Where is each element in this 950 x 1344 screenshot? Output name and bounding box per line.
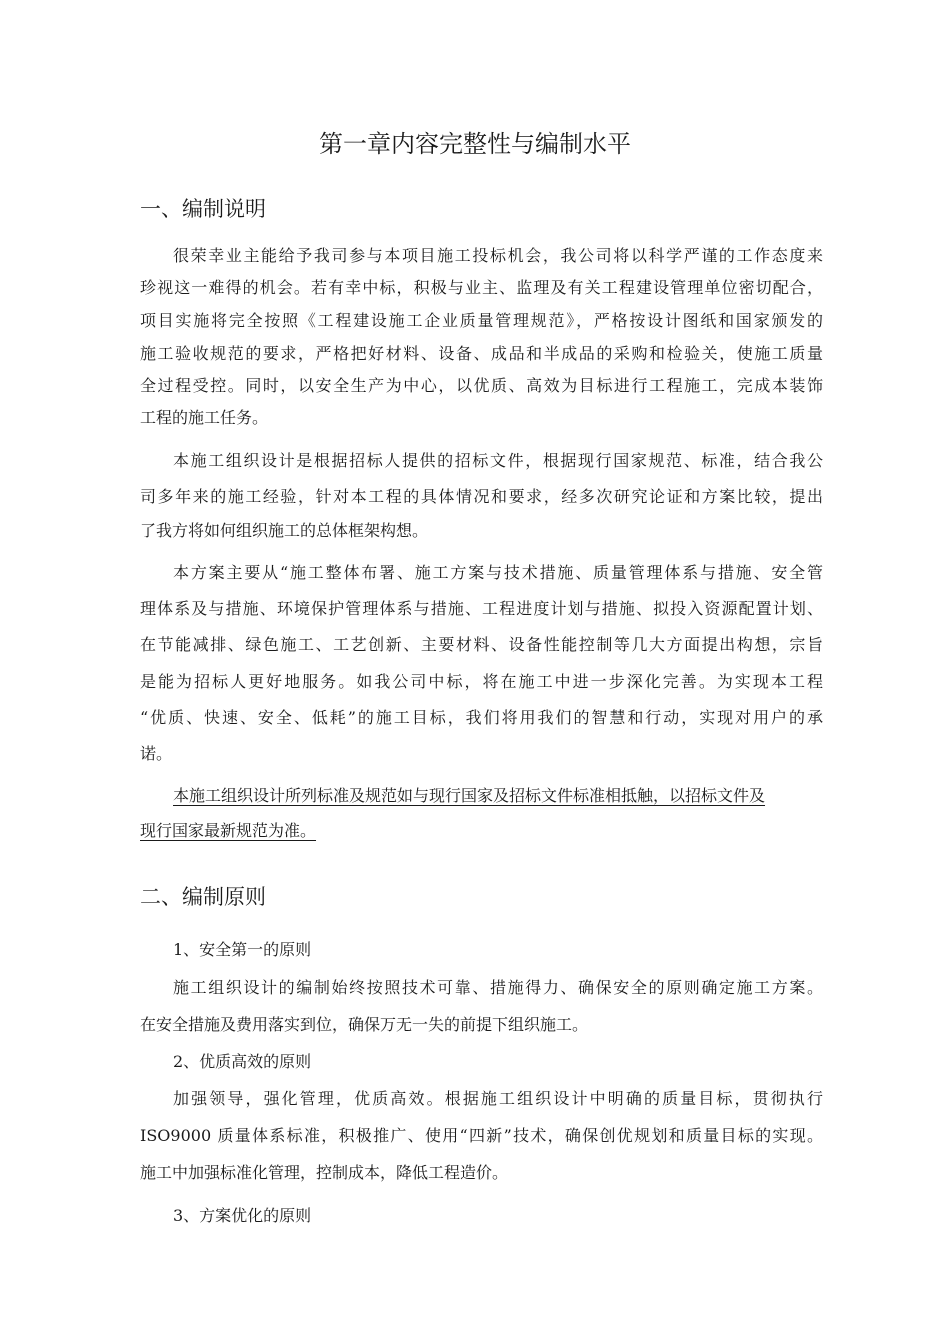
principle-title-optimization: 3、方案优化的原则 bbox=[173, 1206, 312, 1225]
principle-title-quality: 2、优质高效的原则 bbox=[173, 1052, 312, 1071]
paragraph-line: 很荣幸业主能给予我司参与本项目施工投标机会，我公司将以科学严谨的工作态度来 bbox=[173, 246, 823, 265]
paragraph-line: 是能为招标人更好地服务。如我公司中标，将在施工中进一步深化完善。为实现本工程 bbox=[140, 672, 823, 691]
paragraph-line: 本方案主要从“施工整体布署、施工方案与技术措施、质量管理体系与措施、安全管 bbox=[173, 563, 823, 582]
paragraph-line: 施工中加强标准化管理，控制成本，降低工程造价。 bbox=[140, 1163, 509, 1182]
paragraph-line: 施工验收规范的要求，严格把好材料、设备、成品和半成品的采购和检验关，使施工质量 bbox=[140, 344, 823, 363]
paragraph-line: 加强领导，强化管理，优质高效。根据施工组织设计中明确的质量目标，贯彻执行 bbox=[173, 1089, 823, 1108]
section-heading-compilation-notes: 一、编制说明 bbox=[140, 197, 266, 221]
paragraph-line: 在安全措施及费用落实到位，确保万无一失的前提下组织施工。 bbox=[140, 1015, 589, 1034]
section-heading-compilation-principles: 二、编制原则 bbox=[140, 885, 266, 909]
paragraph-line: 工程的施工任务。 bbox=[140, 408, 269, 427]
paragraph-line: 项目实施将完全按照《工程建设施工企业质量管理规范》，严格按设计图纸和国家颁发的 bbox=[140, 311, 823, 330]
paragraph-line: 在节能减排、绿色施工、工艺创新、主要材料、设备性能控制等几大方面提出构想，宗旨 bbox=[140, 635, 823, 654]
underlined-note-line: 本施工组织设计所列标准及规范如与现行国家及招标文件标准相抵触，以招标文件及 bbox=[173, 786, 766, 805]
paragraph-line: 司多年来的施工经验，针对本工程的具体情况和要求，经多次研究论证和方案比较，提出 bbox=[140, 487, 823, 506]
paragraph-line: 理体系及与措施、环境保护管理体系与措施、工程进度计划与措施、拟投入资源配置计划、 bbox=[140, 599, 823, 618]
paragraph-line: 了我方将如何组织施工的总体框架构想。 bbox=[140, 521, 429, 540]
paragraph-line: 珍视这一难得的机会。若有幸中标，积极与业主、监理及有关工程建设管理单位密切配合， bbox=[140, 278, 823, 297]
principle-title-safety: 1、安全第一的原则 bbox=[173, 940, 312, 959]
paragraph-line: 施工组织设计的编制始终按照技术可靠、措施得力、确保安全的原则确定施工方案。 bbox=[173, 978, 823, 997]
paragraph-line: 本施工组织设计是根据招标人提供的招标文件，根据现行国家规范、标准，结合我公 bbox=[173, 451, 823, 470]
paragraph-line: ISO9000 质量体系标准，积极推广、使用“四新”技术，确保创优规划和质量目标的实现。 bbox=[140, 1126, 823, 1145]
paragraph-line: 诺。 bbox=[140, 744, 173, 763]
chapter-title: 第一章内容完整性与编制水平 bbox=[319, 130, 631, 158]
underlined-note-line: 现行国家最新规范为准。 bbox=[140, 821, 317, 840]
paragraph-line: 全过程受控。同时，以安全生产为中心，以优质、高效为目标进行工程施工，完成本装饰 bbox=[140, 376, 823, 395]
paragraph-line: “优质、快速、安全、低耗”的施工目标，我们将用我们的智慧和行动，实现对用户的承 bbox=[140, 708, 823, 727]
